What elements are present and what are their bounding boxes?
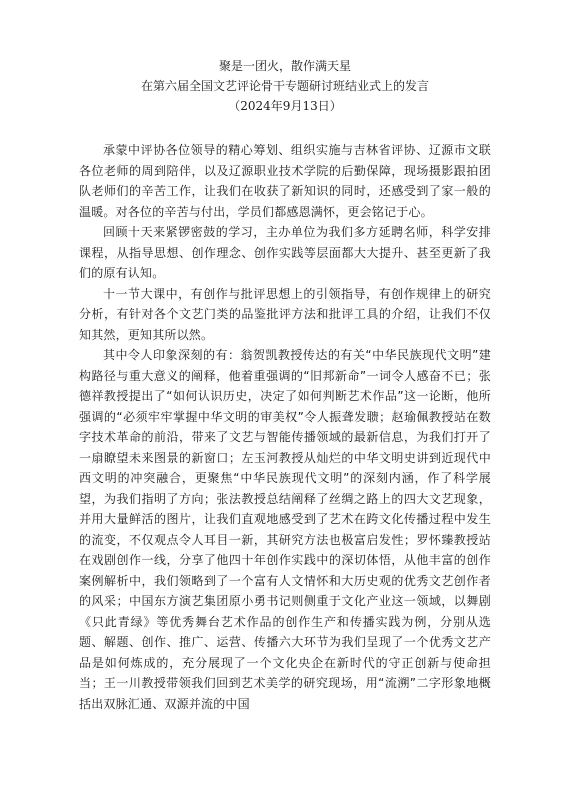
document-title: 聚是一团火，散作满天星: [218, 59, 351, 73]
paragraph: 十一节大课中，有创作与批评思想上的引领指导，有创作规律上的研究分析，有针对各个文艺门类的品鉴批评方法和批评工具的介绍，让我们不仅知其然，更知其所以然。: [79, 286, 491, 342]
paragraph: 其中令人印象深刻的有：翁贺凯教授传达的有关“中华民族现代文明”建构路径与重大意义的阐释，他着重强调的“旧邦新命”一词令人感奋不已；张德祥教授提出了“如何认识历史，决定了如何判断艺术作品”这一论断，他所强调的“必须牢牢掌握中华文明的审美权”令人振聋发聩；赵瑜佩教授站在数字技术革命的前沿，带来了文艺与智能传播领域的最新信息，为我们打开了一扇瞭望未来图景的新窗口；左玉河教授从灿烂的中华文明史讲到近现代中西文明的冲突融合，更聚焦“中华民族现代文明”的深刻内涵，作了科学展望，为我们指明了方向；张法教授总结阐释了丝绸之路上的四大文艺现象，并用大量鲜活的图片，让我们直观地感受到了艺术在跨文化传播过程中发生的流变，不仅观点令人耳目一新，其研究方法也极富启发性；罗怀臻教授站在戏剧创作一线，分享了他四十年创作实践中的深切体悟，从他丰富的创作案例解析中，我们领略到了一个富有人文情怀和大历史观的优秀文艺创作者的风采；中国东方演艺集团原小勇书记则侧重于文化产业这一领域，以舞剧《只此青绿》等优秀舞台艺术作品的创作生产和传播实践为例，分别从选题、解题、创作、推广、运营、传播六大环节为我们呈现了一个优秀文艺产品是如何炼成的，充分展现了一个文化央企在新时代的守正创新与使命担当；王一川教授带领我们回到艺术美学的研究现场，用“流溯”二字形象地概括出双脉汇通、双源并流的中国: [79, 348, 491, 711]
document-subtitle: 在第六届全国文艺评论骨干专题研讨班结业式上的发言: [140, 79, 429, 93]
document-date: （2024年9月13日）: [228, 99, 342, 113]
document-body: [79, 140, 491, 714]
paragraph: 承蒙中评协各位领导的精心筹划、组织实施与吉林省评协、辽源市文联各位老师的周到陪伴，以及辽源职业技术学院的后勤保障，现场摄影跟拍团队老师们的辛苦工作，让我们在收获了新知识的同时，还感受到了家一般的温暖。对各位的辛苦与付出，学员们都感恩满怀，更会铭记于心。: [79, 143, 491, 219]
document-header: [79, 56, 491, 116]
paragraph: 回顾十天来紧锣密鼓的学习，主办单位为我们多方延聘名师，科学安排课程，从指导思想、创作理念、创作实践等层面都大大提升、甚至更新了我们的原有认知。: [79, 225, 491, 280]
